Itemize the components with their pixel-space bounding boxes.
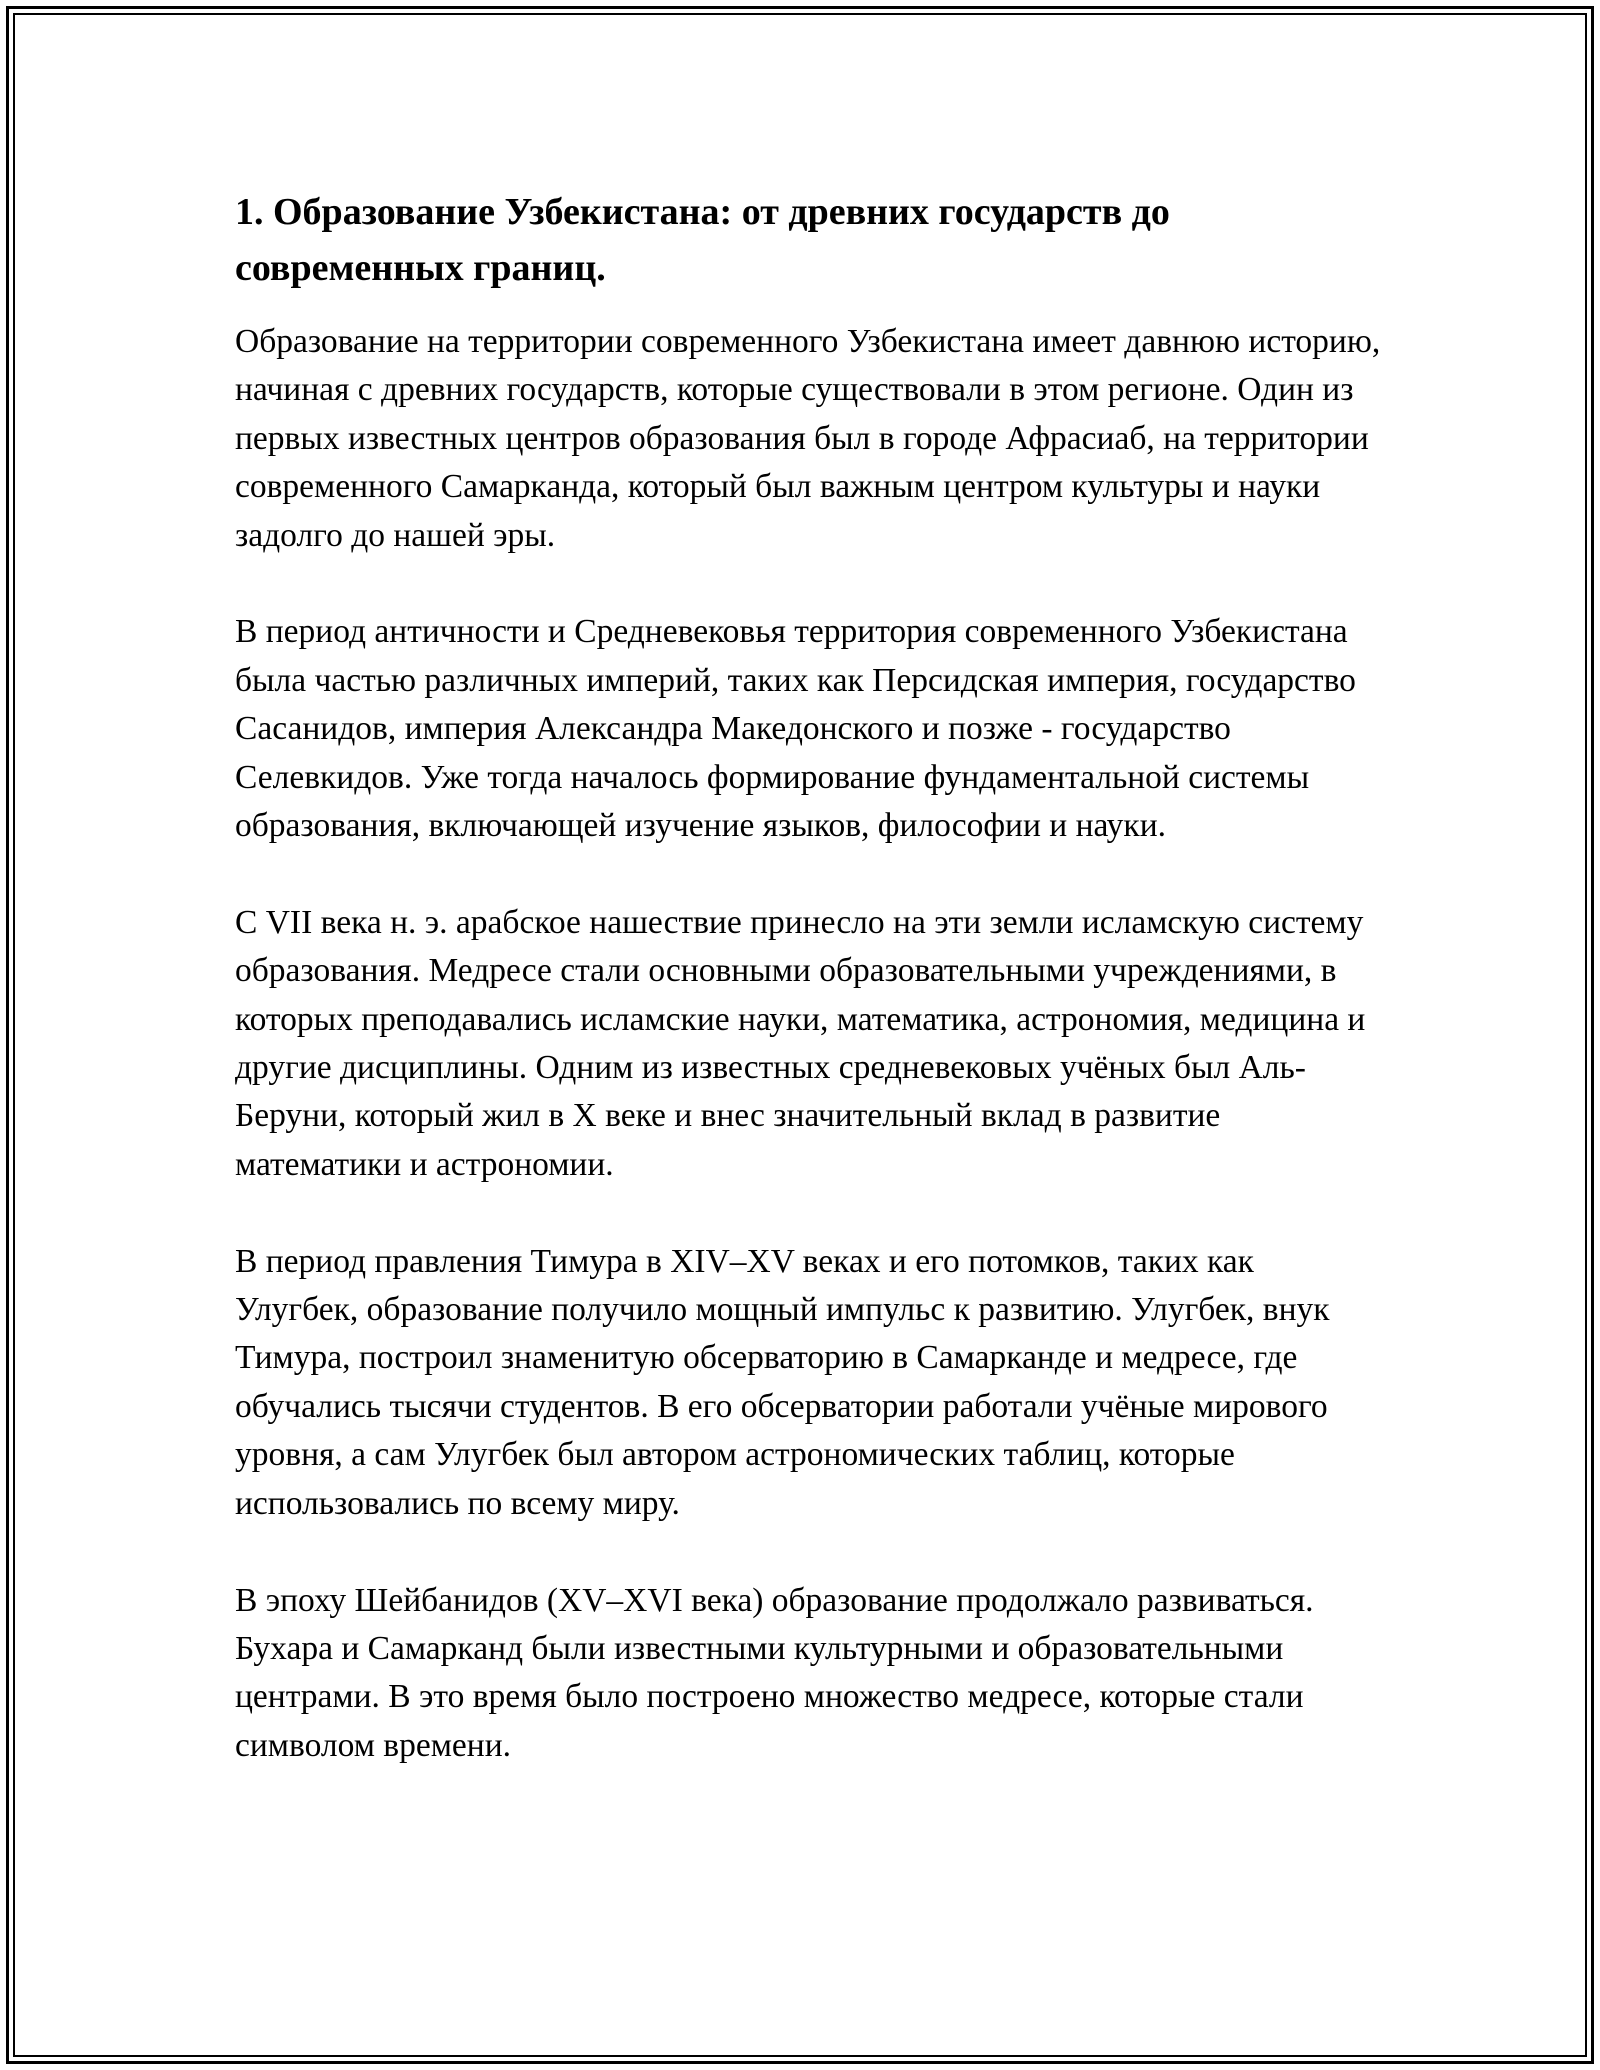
paragraph-timurid-era: В период правления Тимура в XIV–XV веках и его потомков, таких как Улугбек, образование получило мощный импульс к развитию. Улугбек, внук Тимура, построил знаменитую обсерваторию в Самарканде и медресе, где обучались тысячи студентов. В его обсерватории работали учёные мирового уровня, а сам Улугбек был автором астрономических таблиц, которые использовались по всему миру.: [235, 1242, 1330, 1522]
paragraph-shaybanid-era: В эпоху Шейбанидов (XV–XVI века) образование продолжало развиваться. Бухара и Самарканд были известными культурными и образовательными центрами. В это время было построено множество медресе, которые стали символом времени.: [235, 1581, 1314, 1764]
paragraph-antiquity-middle-ages: В период античности и Средневековья территория современного Узбекистана была частью различных империй, таких как Персидская империя, государство Сасанидов, империя Александра Македонского и позже - государство Селевкидов. Уже тогда началось формирование фундаментальной системы образования, включающей изучение языков, философии и науки.: [235, 613, 1356, 845]
paragraph-ancient-history: Образование на территории современного Узбекистана имеет давнюю историю, начиная с древних государств, которые существовали в этом регионе. Один из первых известных центров образования был в городе Афрасиаб, на территории современного Самарканда, который был важным центром культуры и науки задолго до нашей эры.: [235, 323, 1381, 554]
paragraph-arab-conquest: С VII века н. э. арабское нашествие принесло на эти земли исламскую систему образования. Медресе стали основными образовательными учреждениями, в которых преподавались исламские науки, математика, астрономия, медицина и другие дисциплины. Одним из известных средневековых учёных был Аль-Беруни, который жил в X веке и внес значительный вклад в развитие математики и астрономии.: [235, 903, 1366, 1183]
section-heading: 1. Образование Узбекистана: от древних государств до современных границ.: [235, 191, 1170, 289]
document-body: [235, 184, 1385, 1819]
